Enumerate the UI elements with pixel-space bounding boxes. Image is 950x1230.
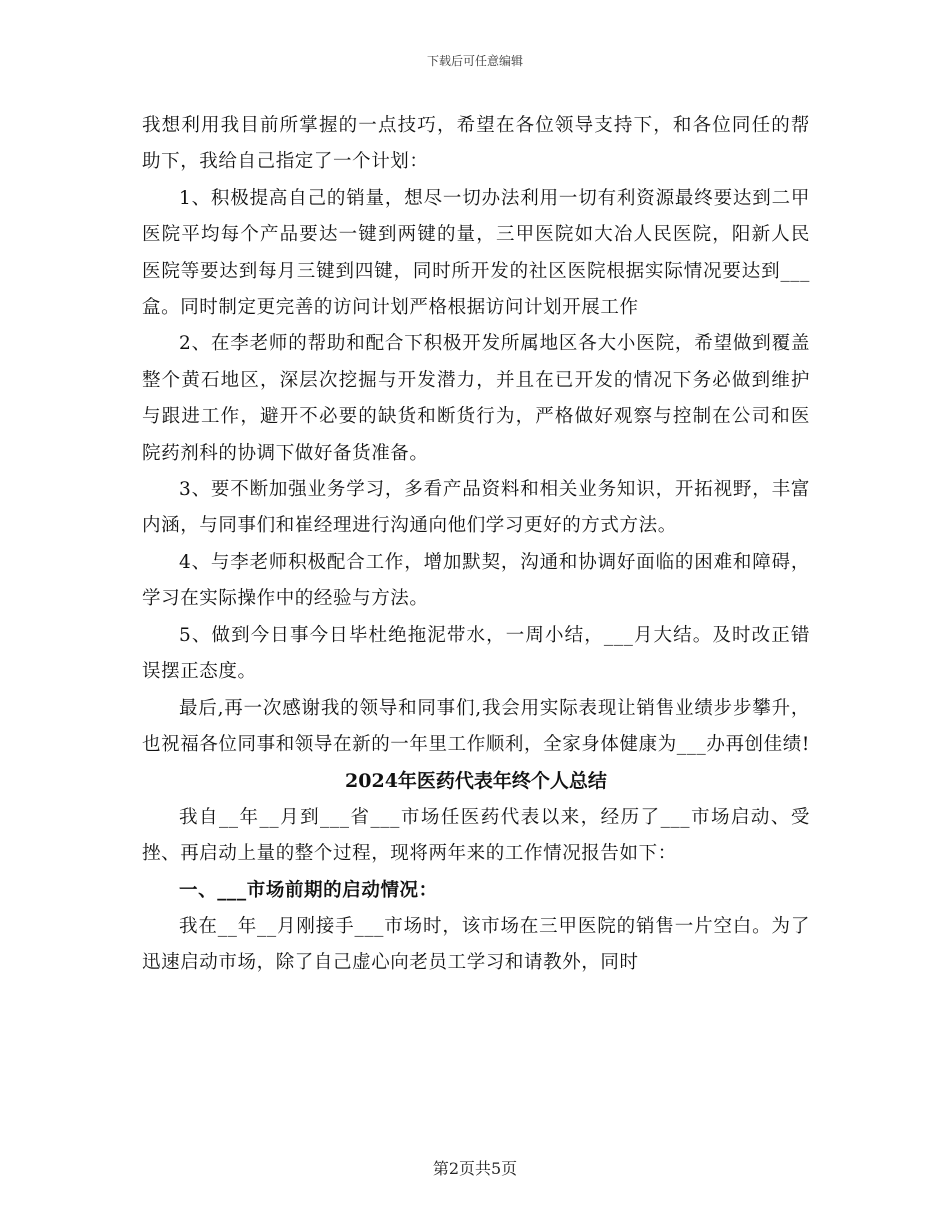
paragraph-plan-item-1: 1、积极提高自己的销量，想尽一切办法利用一切有利资源最终要达到二甲医院平均每个产品要达一键到两键的量，三甲医院如大冶人民医院，阳新人民医院等要达到每月三键到四键，同时所开发的社区医院根据实际情况要达到___盒。同时制定更完善的访问计划严格根据访问计划开展工作 xyxy=(142,187,810,319)
section-title: 2024年医药代表年终个人总结 xyxy=(345,770,607,793)
section-body: 我在__年__月刚接手___市场时，该市场在三甲医院的销售一片空白。为了迅速启动市场，除了自己虚心向老员工学习和请教外，同时 xyxy=(142,915,810,974)
page-header: 下载后可任意编辑 xyxy=(426,54,523,68)
paragraph-plan-item-5: 5、做到今日事今日毕杜绝拖泥带水，一周小结，___月大结。及时改正错误摆正态度。 xyxy=(142,624,810,683)
document-body xyxy=(142,108,810,982)
section-intro: 我自__年__月到___省___市场任医药代表以来，经历了___市场启动、受挫、再启动上量的整个过程，现将两年来的工作情况报告如下： xyxy=(142,806,810,865)
paragraph-plan-item-2: 2、在李老师的帮助和配合下积极开发所属地区各大小医院，希望做到覆盖整个黄石地区，深层次挖掘与开发潜力，并且在已开发的情况下务必做到维护与跟进工作，避开不必要的缺货和断货行为，严格做好观察与控制在公司和医院药剂科的协调下做好备货准备。 xyxy=(142,333,810,464)
paragraph-plan-intro: 我想利用我目前所掌握的一点技巧，希望在各位领导支持下，和各位同任的帮助下，我给自己指定了一个计划： xyxy=(142,115,810,173)
section-heading: 一、___市场前期的启动情况： xyxy=(179,879,438,901)
page-footer: 第2页共5页 xyxy=(432,1159,518,1178)
paragraph-closing: 最后,再一次感谢我的领导和同事们,我会用实际表现让销售业绩步步攀升，也祝福各位同事和领导在新的一年里工作顺利，全家身体健康为___办再创佳绩! xyxy=(142,697,810,755)
paragraph-plan-item-3: 3、要不断加强业务学习，多看产品资料和相关业务知识，开拓视野，丰富内涵，与同事们和崔经理进行沟通向他们学习更好的方式方法。 xyxy=(142,479,810,537)
paragraph-plan-item-4: 4、与李老师积极配合工作，增加默契，沟通和协调好面临的困难和障碍，学习在实际操作中的经验与方法。 xyxy=(142,551,810,610)
